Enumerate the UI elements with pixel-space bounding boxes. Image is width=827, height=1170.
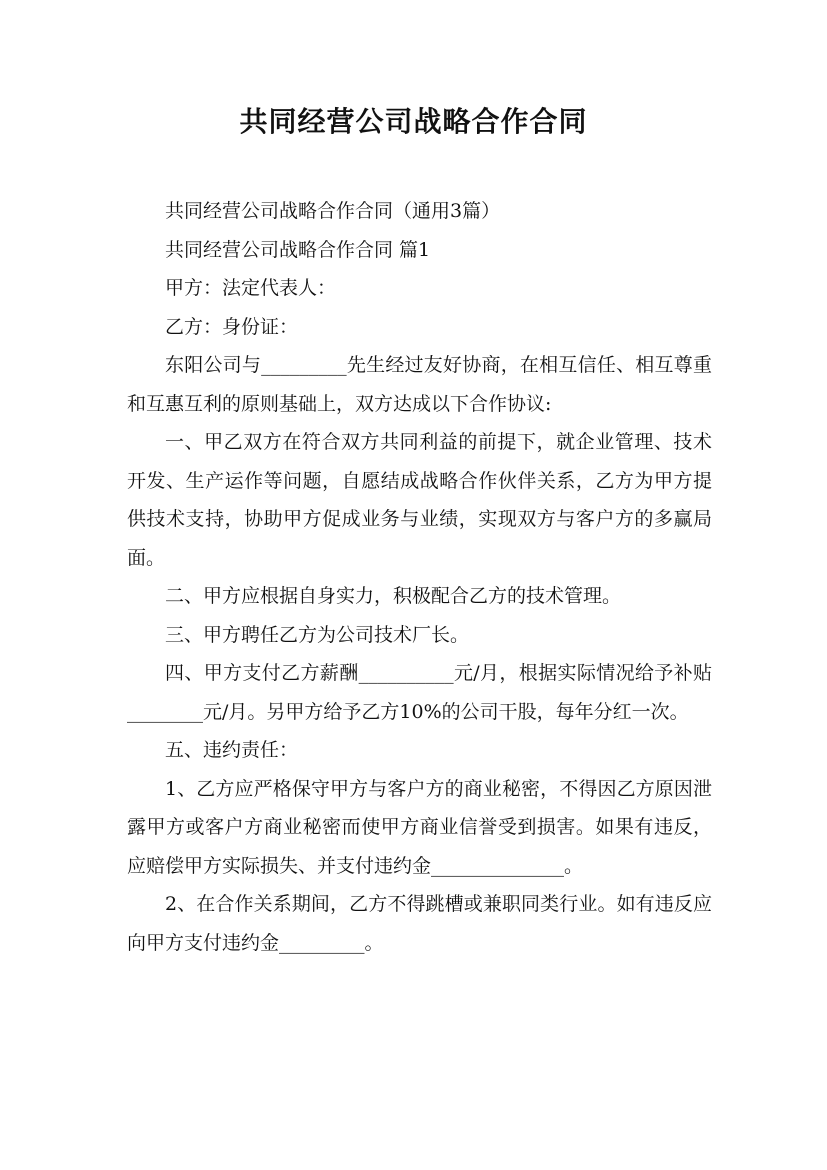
document-body (127, 192, 712, 962)
paragraph-intro: 东阳公司与_________先生经过友好协商，在相互信任、相互尊重和互惠互利的原则基础上，双方达成以下合作协议: (127, 354, 712, 415)
paragraph-party-b: 乙方：身份证： (165, 315, 299, 338)
paragraph-liability-2: 2、在合作关系期间，乙方不得跳槽或兼职同类行业。如有违反应向甲方支付违约金_________。 (127, 893, 712, 954)
paragraph-clause-5-heading: 五、违约责任： (165, 739, 299, 761)
paragraph-subtitle: 共同经营公司战略合作合同（通用3篇） (165, 200, 501, 222)
paragraph-clause-4: 四、甲方支付乙方薪酬__________元/月，根据实际情况给予补贴________元/月。另甲方给予乙方10%的公司干股，每年分红一次。 (127, 662, 712, 723)
paragraph-section-heading: 共同经营公司战略合作合同 篇1 (165, 238, 431, 261)
paragraph-clause-2: 二、甲方应根据自身实力，积极配合乙方的技术管理。 (165, 585, 622, 607)
paragraph-clause-3: 三、甲方聘任乙方为公司技术厂长。 (165, 623, 470, 646)
paragraph-party-a: 甲方：法定代表人： (165, 277, 337, 299)
paragraph-liability-1: 1、乙方应严格保守甲方与客户方的商业秘密，不得因乙方原因泄露甲方或客户方商业秘密而使甲方商业信誉受到损害。如果有违反，应赔偿甲方实际损失、并支付违约金______________。 (127, 777, 712, 877)
document-title: 共同经营公司战略合作合同 (239, 105, 588, 138)
paragraph-clause-1: 一、甲乙双方在符合双方共同利益的前提下，就企业管理、技术开发、生产运作等问题，自愿结成战略合作伙伴关系，乙方为甲方提供技术支持，协助甲方促成业务与业绩，实现双方与客户方的多赢局面。 (127, 431, 712, 569)
